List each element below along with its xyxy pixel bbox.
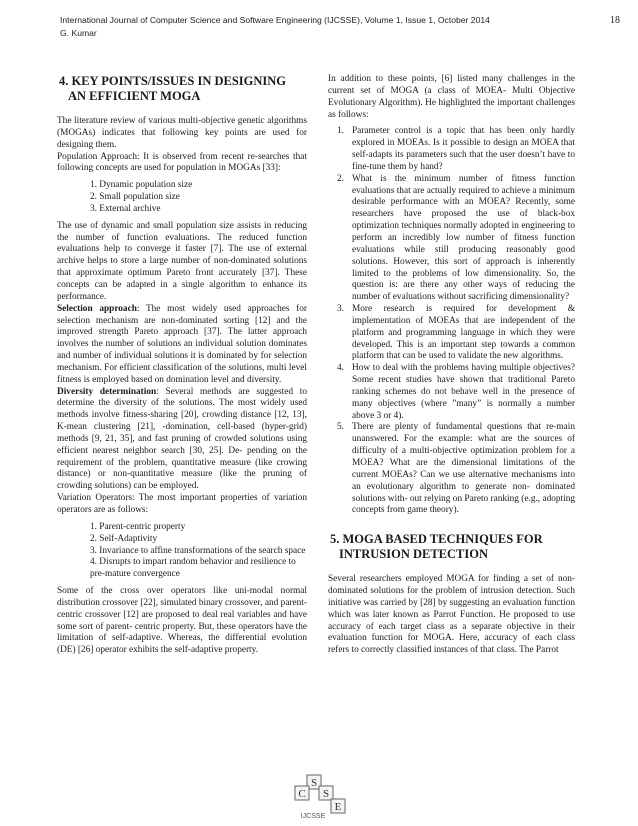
list-text: How to deal with the problems having multiple objectives? Some recent studies have shown that traditional Pareto ranking schemes do not behave well in the presence of many objectives (where ”many” is normally a number above 3 or 4). bbox=[352, 363, 575, 421]
list-item bbox=[328, 174, 575, 304]
list-item bbox=[328, 126, 575, 173]
population-text: The use of dynamic and small population size assists in reducing the number of function evaluations. The reduced function evaluations help to converge it faster [7]. The use of external archive helps to store a large number of non-dominated solutions that approximate optimum Pareto front accurately [37]. These concepts can be adapted in a single algorithm to enhance its performance. bbox=[57, 220, 307, 302]
section-4-heading bbox=[57, 74, 307, 104]
list-item: 1. Dynamic population size bbox=[90, 180, 193, 191]
list-number: 2. bbox=[337, 173, 344, 184]
logo-letter: C bbox=[298, 788, 306, 800]
right-column bbox=[328, 74, 575, 657]
logo-letter: S bbox=[322, 788, 330, 800]
section-5-heading bbox=[328, 532, 575, 562]
selection-paragraph bbox=[57, 304, 307, 387]
list-number: 4. bbox=[337, 363, 344, 374]
list-item: 2. Self-Adaptivity bbox=[90, 533, 158, 544]
logo-letter: S bbox=[310, 777, 318, 789]
challenges-intro: In addition to these points, [6] listed many challenges in the current set of MOGA (a class of MOEA- Multi Objective Evolutionary Algorithm). He highlighted the important challenges as follows: bbox=[328, 74, 575, 120]
challenges-list bbox=[328, 126, 575, 517]
list-item: 3. Invariance to affine transformations of the search space bbox=[90, 545, 306, 556]
list-item bbox=[328, 363, 575, 422]
list-item: 3. External archive bbox=[90, 203, 161, 214]
selection-label: Selection approach bbox=[57, 303, 137, 314]
crossover-paragraph: Some of the cross over operators like uni-modal normal distribution crossover [22], simulated binary crossover, and parent-centric crossover [12] are proposed to deal real variables and have some sort of parent- centric property. But, these operators have the limitation of self-adaptive. Whereas, the differential evolution (DE) [26] operator exhibits the self-adaptive property. bbox=[57, 586, 307, 656]
section-5-heading-line2: INTRUSION DETECTION bbox=[339, 547, 488, 562]
list-text: What is the minimum number of fitness function evaluations that are actually required to achieve a minimum desirable performance with an MOEA? Recently, some researchers have proposed the use of black-box optimization techniques normally adopted in engineering to perform an incredibly low number of fitness function evaluations while still producing reasonably good solutions. However, this sort of approach is inherently limited to the problems of low dimensionality. So, the question is: are there any other ways of reducing the number of evaluations without sacrificing dimensionality? bbox=[352, 173, 575, 303]
list-item bbox=[328, 304, 575, 363]
ijcsse-logo-icon bbox=[283, 773, 355, 821]
list-number: 1. bbox=[337, 126, 344, 137]
diversity-label: Diversity determination bbox=[57, 386, 157, 397]
variation-intro: Variation Operators: The most important properties of variation operators are as follows: bbox=[57, 493, 307, 515]
diversity-paragraph bbox=[57, 387, 307, 494]
diversity-text: : Several methods are suggested to determine the diversity of the solutions. The most widely used methods involve fitness-sharing [20], crowding distance [12, 13], K-mean clustering [21], -domination, cell-based (hyper-grid) methods [9, 21, 35], and fast pruning of crowded solutions using efficient nearest neighbor search [30, 25]. De- pending on the requirement of the problem, quantitative measure (like crowing distance) or non-quantitative measure (like the pruning of crowding solutions) can be employed. bbox=[57, 386, 307, 492]
variation-list bbox=[57, 522, 307, 581]
logo-letter: E bbox=[334, 801, 342, 813]
section-4-heading-line1: 4. KEY POINTS/ISSUES IN DESIGNING bbox=[59, 74, 287, 88]
list-item: 2. Small population size bbox=[90, 192, 180, 203]
page-number: 18 bbox=[610, 15, 620, 26]
logo-caption: IJCSSE bbox=[300, 813, 326, 820]
list-text: More research is required for development & implementation of MOEAs that are independent of the platform and programming language in which they were developed. This is an important step towards a common platform that can be used to validate the new algorithms. bbox=[352, 304, 575, 362]
list-text: There are plenty of fundamental questions that re-main unanswered. For the example: what are the sources of difficulty of a multi-objective optimization problem for a MOEA? What are the dimensional limitations of the current MOEAs? Can we use alternative mechanisms into an evolutionary algorithm to generate non- dominated solutions with- out relying on Pareto ranking (e.g., adopting concepts from game theory). bbox=[352, 422, 575, 516]
list-item: 4. Disrupts to impart random behavior and resilience to pre-mature convergence bbox=[90, 557, 296, 580]
left-column bbox=[57, 74, 307, 657]
section-4-heading-line2: AN EFFICIENT MOGA bbox=[68, 89, 201, 103]
list-item: 1. Parent-centric property bbox=[90, 521, 186, 532]
section-4-intro: The literature review of various multi-objective genetic algorithms (MOGAs) indicates that following key points are used for designing them. bbox=[57, 116, 307, 150]
list-text: Parameter control is a topic that has been only hardly explored in MOEAs. Is it possible to design an MOEA that self-adapts its parameters such that the user doesn’t have to fine-tune them by hand? bbox=[352, 126, 575, 172]
list-number: 5. bbox=[337, 422, 344, 433]
population-approach-paragraph: Population Approach: It is observed from recent re-searches that following concepts are used for population in MOGAs [33]: bbox=[57, 151, 307, 174]
selection-text: : The most widely used approaches for selection mechanism are non-dominated sorting [12] and the improved strength Pareto approach [37]. The latter approach involves the number of solutions an individual solution dominates and number of individual solutions it is dominated by for selection mechanism. For efficient classification of the solutions, multi level fitness is employed based on domination level and diversity. bbox=[57, 303, 307, 385]
section-5-paragraph: Several researchers employed MOGA for finding a set of non-dominated solutions for the problem of intrusion detection. Such initiative was carried by [28] by suggesting an evaluation function which was later known as Parrot Function. He proposed to use accuracy of each target class as a separate objective in their evaluation function for MOGA. Here, accuracy of each class refers to correctly classified instances of that class. The Parrot bbox=[328, 574, 575, 656]
author-name: G. Kumar bbox=[60, 28, 97, 38]
journal-citation: International Journal of Computer Science and Software Engineering (IJCSSE), Volume 1, Issue 1, October 2014 bbox=[60, 15, 490, 25]
list-item bbox=[328, 422, 575, 517]
population-list bbox=[57, 180, 307, 216]
list-number: 3. bbox=[337, 304, 344, 315]
page-header bbox=[60, 14, 620, 40]
section-5-heading-line1: 5. MOGA BASED TECHNIQUES FOR bbox=[330, 532, 543, 547]
